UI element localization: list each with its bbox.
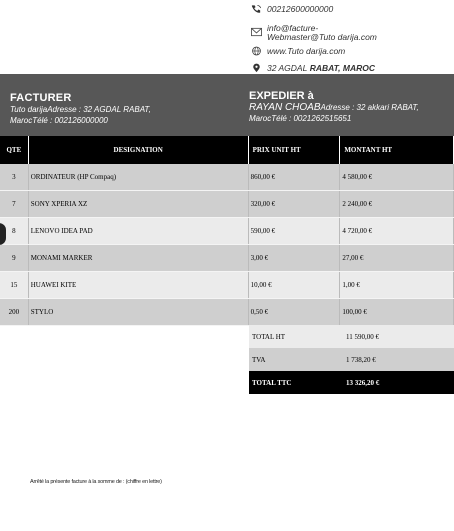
cell-designation: LENOVO IDEA PAD xyxy=(28,218,248,245)
cell-designation: ORDINATEUR (HP Compaq) xyxy=(28,164,248,191)
email-text: info@facture- xyxy=(267,23,319,33)
webmaster-text: Webmaster@Tuto darija.com xyxy=(267,32,377,42)
cell-designation: STYLO xyxy=(28,299,248,326)
table-row xyxy=(0,191,454,218)
facturer-phone: MarocTélé : 002126000000 xyxy=(10,116,108,125)
facturer-title: FACTURER xyxy=(10,92,72,104)
total-ht-label: TOTAL HT xyxy=(252,332,286,341)
total-ttc-label: TOTAL TTC xyxy=(252,378,292,387)
table-row xyxy=(0,245,454,272)
expedier-block xyxy=(249,90,419,124)
cell-montant: 2 240,00 € xyxy=(340,191,454,218)
parties-band xyxy=(0,74,454,136)
address-city: RABAT, MAROC xyxy=(309,63,376,73)
cell-prix: 10,00 € xyxy=(248,272,340,299)
table-row xyxy=(0,299,454,326)
mail-icon xyxy=(250,27,263,37)
tva-label: TVA xyxy=(252,355,266,364)
cell-designation: MONAMI MARKER xyxy=(28,245,248,272)
phone-icon xyxy=(250,4,263,14)
cell-montant: 4 720,00 € xyxy=(340,218,454,245)
cell-prix: 860,00 € xyxy=(248,164,340,191)
expedier-title: EXPEDIER à xyxy=(249,90,314,102)
cell-montant: 4 580,00 € xyxy=(340,164,454,191)
globe-icon xyxy=(250,46,263,56)
table-row xyxy=(0,218,454,245)
col-prix: PRIX UNIT HT xyxy=(248,136,340,164)
table-row xyxy=(0,164,454,191)
col-qte: QTE xyxy=(0,136,28,164)
facturer-address: Tuto darijaAdresse : 32 AGDAL RABAT, xyxy=(10,105,151,114)
items-table xyxy=(0,136,454,326)
cell-qte: 200 xyxy=(0,299,28,326)
table-row xyxy=(0,272,454,299)
expedier-address: Adresse : 32 akkari RABAT, xyxy=(320,103,419,112)
facturer-block xyxy=(10,92,151,126)
col-designation: DESIGNATION xyxy=(28,136,248,164)
tva-value: 1 738,20 € xyxy=(346,355,376,364)
phone-row xyxy=(250,4,333,14)
cell-montant: 1,00 € xyxy=(340,272,454,299)
total-ttc-row xyxy=(249,371,454,394)
cell-prix: 590,00 € xyxy=(248,218,340,245)
address-prefix: 32 AGDAL xyxy=(267,63,308,73)
table-header xyxy=(0,136,454,164)
location-pin-icon xyxy=(250,63,263,73)
website-text: www.Tuto darija.com xyxy=(267,46,346,56)
address-row xyxy=(250,63,375,73)
email-row xyxy=(250,23,377,42)
cell-montant: 100,00 € xyxy=(340,299,454,326)
totals-block xyxy=(249,325,454,394)
expedier-phone: MarocTélé : 0021262515651 xyxy=(249,114,352,123)
expedier-name: RAYAN CHOAB xyxy=(249,102,321,113)
cell-prix: 0,50 € xyxy=(248,299,340,326)
col-montant: MONTANT HT xyxy=(340,136,454,164)
cell-qte: 3 xyxy=(0,164,28,191)
phone-text: 00212600000000 xyxy=(267,4,334,14)
cell-prix: 3,00 € xyxy=(248,245,340,272)
cell-qte: 7 xyxy=(0,191,28,218)
cell-designation: HUAWEI KITE xyxy=(28,272,248,299)
amount-in-words-note: Arrêté la présente facture à la somme de : (chiffre en lettre) xyxy=(30,479,162,485)
cell-prix: 320,00 € xyxy=(248,191,340,218)
cell-qte: 9 xyxy=(0,245,28,272)
tva-row xyxy=(249,348,454,371)
cell-montant: 27,00 € xyxy=(340,245,454,272)
total-ht-row xyxy=(249,325,454,348)
cell-qte: 8 xyxy=(0,218,28,245)
total-ht-value: 11 590,00 € xyxy=(346,332,379,341)
cell-designation: SONY XPERIA XZ xyxy=(28,191,248,218)
cell-qte: 15 xyxy=(0,272,28,299)
total-ttc-value: 13 326,20 € xyxy=(346,378,380,387)
website-row xyxy=(250,46,345,56)
